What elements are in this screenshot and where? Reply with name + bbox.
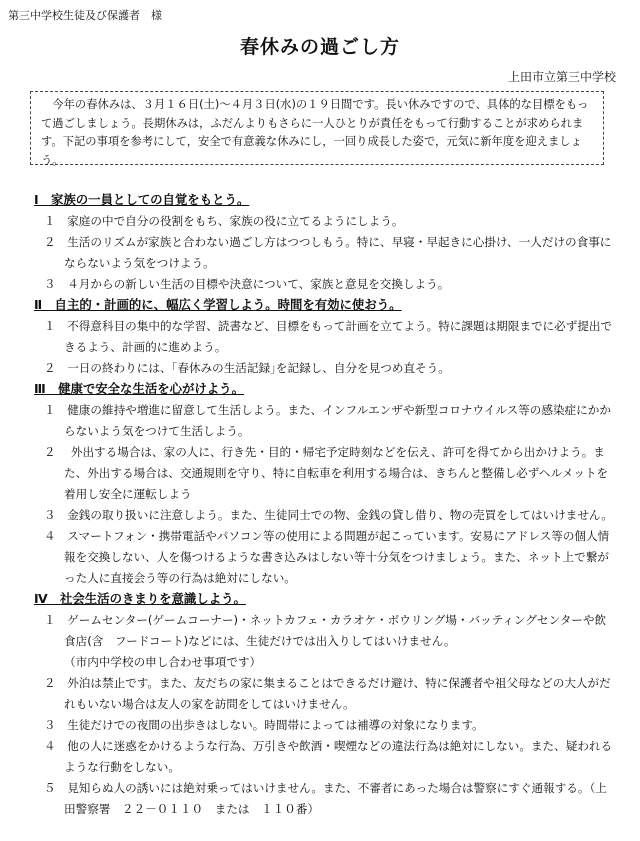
intro-text: 今年の春休みは、３月１６日(土)～４月３日(水)の１９日間です。長い休みですので、具体的な目標をもって過ごしましょう。長期休みは，ふだんよりもさらに一人ひとりが責任をもって行動することが求められます。下記の事項を参考にして，安全で有意義な休みにし，一回り成長した姿で，元気に新年度を迎えましょう。 — [41, 98, 589, 167]
section-4 — [34, 589, 614, 820]
list-item: ４ 他の人に迷惑をかけるような行為、万引きや飲酒・喫煙などの違法行為は絶対にしない。また、疑われるような行動をしない。 — [44, 739, 613, 774]
section-heading: Ⅲ 健康で安全な生活を心がけよう。 — [34, 381, 244, 396]
addressee: 第三中学校生徒及び保護者 様 — [8, 9, 162, 22]
list-item: ２ 一日の終わりには、｢春休みの生活記録｣を記録し、自分を見つめ直そう。 — [44, 361, 450, 375]
list-item: ２ 生活のリズムが家族と合わない過ごし方はつつしもう。特に、早寝・早起きに心掛け、一人だけの食事にならないよう気をつけよう。 — [44, 235, 612, 270]
page-title: 春休みの過ごし方 — [239, 36, 400, 58]
section-2 — [34, 295, 614, 379]
list-item: １ 家庭の中で自分の役割をもち、家族の役に立てるようにしよう。 — [44, 214, 404, 228]
list-item: ３ 金銭の取り扱いに注意しよう。また、生徒同士での物、金銭の貸し借り、物の売買をしてはいけません。 — [44, 508, 613, 522]
list-item: ４ スマートフォン・携帯電話やパソコン等の使用による問題が起こっています。安易にアドレス等の個人情報を交換しない、人を傷つけるような書き込みはしない等十分気をつけましょう。また、ネット上で繋がった人に直接会う等の行為は絶対にしない。 — [44, 529, 610, 585]
list-item: ３ ４月からの新しい生活の目標や決意について、家族と意見を交換しよう。 — [44, 277, 450, 291]
list-note: （市内中学校の申し合わせ事項です） — [64, 655, 262, 669]
section-3 — [34, 379, 614, 589]
school-name: 上田市立第三中学校 — [507, 70, 616, 84]
section-heading: Ⅱ 自主的・計画的に、幅広く学習しよう。時間を有効に使おう。 — [34, 297, 402, 312]
list-item: １ 不得意科目の集中的な学習、読書など、目標をもって計画を立てよう。特に課題は期限までに必ず提出できるよう、計画的に進めよう。 — [44, 319, 613, 354]
list-item: ３ 生徒だけでの夜間の出歩きはしない。時間帯によっては補導の対象になります。 — [44, 718, 484, 732]
list-item: ２ 外出する場合は、家の人に、行き先・目的・帰宅予定時刻などを伝え、許可を得てから出かけよう。また、外出する場合は、交通規則を守り、特に自転車を利用する場合は、きちんと整備し必ずヘルメットを着用し安全に運転しよう — [44, 445, 609, 501]
intro-box — [30, 91, 604, 165]
section-heading: Ⅳ 社会生活のきまりを意識しよう。 — [34, 591, 246, 606]
list-item: ５ 見知らぬ人の誘いには絶対乗ってはいけません。また、不審者にあった場合は警察にすぐ通報する。（上田警察署 ２２－０１１０ または １１０番） — [44, 781, 607, 816]
list-item: １ ゲームセンター(ゲームコーナー)・ネットカフェ・カラオケ・ボウリング場・バッティングセンターや飲食店(含 フードコート)などには、生徒だけでは出入りしてはいけません。 — [44, 613, 607, 648]
section-heading: Ⅰ 家族の一員としての自覚をもとう。 — [34, 192, 250, 207]
section-1 — [34, 190, 614, 295]
list-item: １ 健康の維持や増進に留意して生活しよう。また、インフルエンザや新型コロナウイルス等の感染症にかからないよう気をつけて生活しよう。 — [44, 403, 611, 438]
guidelines — [34, 190, 614, 820]
list-item: ２ 外泊は禁止です。また、友だちの家に集まることはできるだけ避け、特に保護者や祖父母などの大人がだれもいない場合は友人の家を訪問をしてはいけません。 — [44, 676, 611, 711]
